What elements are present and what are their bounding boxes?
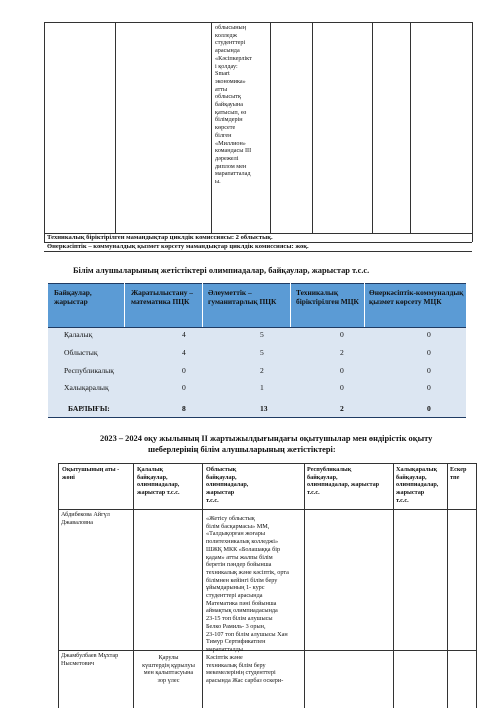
summary-header-0: Байқаулар, жарыстар: [54, 288, 92, 306]
achievement-line: Кәсіптік және: [206, 654, 243, 661]
achievement-line: студенттері арасында: [206, 592, 263, 600]
cell-text-line: студенттері: [215, 39, 246, 47]
summary-cell-value: 4: [182, 348, 186, 357]
header-line: тпе: [450, 473, 460, 481]
header-line: жарыстар т.с.с.: [137, 489, 180, 497]
cell-text-line: облысытқ: [215, 93, 241, 101]
cell-text-line: атты: [215, 85, 228, 93]
header-line: олимпиадалар,: [396, 481, 439, 489]
header-line: байқаулар,: [307, 473, 338, 481]
cell-text-line: білген: [215, 131, 232, 139]
achievement-line: Тимур Сертификатпен: [206, 638, 266, 646]
cell-text-line: көрсете: [215, 124, 236, 132]
summary-cell-value: 0: [427, 348, 431, 357]
cell-text-line: байқауына: [215, 101, 243, 109]
summary-cell-value: 0: [340, 366, 344, 375]
cell-text-line: арасында: [215, 47, 240, 55]
summary-cell-value: 5: [260, 348, 264, 357]
achievement-line: Қарулы: [158, 654, 179, 661]
summary-cell-value: 0: [340, 330, 344, 339]
header-line: Облыстық: [206, 466, 237, 473]
row1-teacher-name: [61, 511, 110, 526]
cell-text-line: диплом мен: [215, 162, 247, 170]
cell-text-line: дәрежелі: [215, 154, 239, 162]
summary-cell-value: 0: [182, 366, 186, 375]
second-title-line2: шеберлерінің білім алушыларының жетістіктері:: [148, 445, 336, 454]
achievement-line: мекемелерінің студенттері: [206, 669, 276, 677]
commission-technical: Техникалық біріктірілген мамандықтар циклдік комиссиясы: 2 облыстық.: [47, 234, 273, 241]
header-line: Ескер: [450, 466, 467, 473]
header-line: Республикалық: [307, 466, 352, 473]
header-line: байқаулар,: [206, 473, 237, 481]
header-line: олимпиадалар,: [206, 481, 249, 489]
header-line: олимпиадалар,: [137, 481, 180, 489]
summary-cell-value: 2: [340, 348, 344, 357]
second-header-cell: [307, 466, 379, 497]
summary-cell-value: 1: [260, 383, 264, 392]
achievement-line: Математика пәні бойынша: [206, 599, 277, 607]
summary-header-4: Өнеркәсіптік-коммуналдық қызмет көрсету МЦК: [369, 288, 464, 306]
achievement-line: зор үлес: [157, 677, 180, 685]
achievement-line: қадам» атты жалпы білім: [206, 553, 273, 561]
cell-text-line: қатысып, өз: [215, 108, 247, 116]
cell-text-line: марапатталад: [215, 170, 251, 178]
second-header-cell: [450, 466, 466, 481]
cell-text-line: білімдерін: [215, 116, 243, 124]
summary-cell-value: 2: [260, 366, 264, 375]
second-title-line1: 2023 – 2024 оқу жылының II жартыжылдығындағы оқытушылар мен өндірістік оқыту: [100, 434, 433, 443]
header-line: Халықаралық: [396, 466, 438, 473]
header-line: т.с.с.: [396, 496, 409, 504]
name-line: Джаваловна: [61, 518, 94, 526]
summary-cell-value: 0: [182, 383, 186, 392]
summary-cell-value: 0: [427, 383, 431, 392]
achievement-line: күштердің құрылуы: [142, 661, 195, 669]
header-line: жөні: [62, 473, 75, 481]
achievement-line: техникалық және кәсіптік, орта: [206, 568, 289, 576]
summary-cell-value: 2: [340, 404, 344, 413]
second-header-cell: [137, 466, 180, 497]
summary-header-3: Техникалық біріктірілген МЦК: [296, 288, 359, 306]
achievement-line: ұйымдарының 1- курс: [206, 584, 265, 592]
summary-cell-value: 0: [427, 404, 431, 413]
row1-regional-achievement: [206, 515, 303, 654]
summary-cell-value: 0: [427, 366, 431, 375]
header-line: байқаулар,: [396, 473, 427, 481]
row2-city-achievement: [136, 654, 201, 685]
achievement-line: 23-15 топ білім алушысы: [206, 615, 273, 623]
summary-cell-value: 0: [340, 383, 344, 392]
achievement-line: білімнен кейінгі білім беру: [206, 576, 278, 584]
header-line: олимпиадалар, жарыстар: [307, 481, 380, 489]
achievement-line: «Талдықорған жоғары: [206, 530, 265, 538]
cell-text-line: облысының: [215, 24, 247, 31]
achievement-line: беретін пәндер бойынша: [206, 561, 272, 569]
cell-text-line: колледж: [215, 31, 237, 39]
achievement-line: «Жетісу облыстық: [206, 515, 255, 522]
summary-cell-value: 4: [182, 330, 186, 339]
row2-regional-achievement: [206, 654, 303, 685]
header-line: Қалалық: [137, 466, 164, 473]
achievement-line: 23-107 топ білім алушысы Хан: [206, 630, 288, 638]
header-line: Оқытушының аты -: [62, 466, 120, 473]
achievement-line: мен қалыптасуына: [143, 669, 194, 677]
summary-row-label: Халықаралық: [64, 383, 109, 392]
name-line: Абдибекова Айгүл: [61, 511, 110, 518]
summary-row-label: Облыстық: [64, 348, 98, 357]
cell-text-line: і қолдау:: [215, 62, 238, 70]
second-header-cell: [396, 466, 438, 505]
summary-cell-value: 13: [260, 404, 268, 413]
cell-text-line: «Кәсіпкерлікт: [215, 54, 252, 62]
achievement-line: аймақтық олимпиадасында: [206, 607, 278, 615]
name-line: Нысметович: [61, 659, 95, 667]
summary-cell-value: 5: [260, 330, 264, 339]
summary-cell-value: 8: [182, 404, 186, 413]
summary-header-1: Жаратылыстану – математика ПЦК: [131, 288, 193, 306]
header-line: т.с.с.: [206, 496, 219, 504]
header-line: т.с.с.: [307, 489, 320, 497]
summary-cell-value: 0: [427, 330, 431, 339]
name-line: Джамбулбаев Мұхтар: [61, 652, 119, 659]
achievement-line: марапатталды: [206, 645, 243, 653]
header-line: жарыстар: [206, 489, 235, 497]
achievement-line: политехникалық колледжі»: [206, 538, 279, 546]
summary-header-2: Әлеуметтік – гуманитарлық ПЦК: [208, 288, 277, 306]
achievement-line: техникалық білім беру: [206, 661, 266, 669]
header-line: байқаулар,: [137, 473, 168, 481]
commission-service: Өнеркәсіптік – коммуналдық қызмет көрсету мамандықтар циклдік комиссиясы: жоқ.: [47, 243, 309, 250]
cell-text-line: экономика»: [215, 77, 246, 85]
achievement-line: білім басқармасы» ММ,: [206, 522, 270, 530]
cell-text-line: «Миллион»: [215, 139, 246, 147]
summary-row-label: Республикалық: [64, 366, 114, 375]
achievement-line: арасында Жас сарбаз оскери-: [206, 677, 284, 685]
cell-text-line: ы.: [215, 178, 221, 186]
cell-text-line: Smart: [215, 70, 230, 78]
summary-title: Білім алушыларының жетістіктері олимпиадалар, байқаулар, жарыстар т.с.с.: [73, 266, 370, 275]
second-header-cell: [206, 466, 248, 505]
summary-row-label: Қалалық: [64, 330, 93, 339]
cell-text-line: командасы III: [215, 147, 252, 155]
second-header-cell: [62, 466, 119, 481]
top-cell-text: [215, 24, 252, 186]
row2-teacher-name: [61, 652, 118, 667]
achievement-line: Белко Рамиль- 3 орын,: [206, 622, 266, 630]
summary-row-label: БАРЛЫҒЫ:: [68, 404, 110, 413]
achievement-line: ШЖҚ МКК «Болашаққа бір: [206, 545, 281, 553]
header-line: жарыстар: [396, 489, 425, 497]
